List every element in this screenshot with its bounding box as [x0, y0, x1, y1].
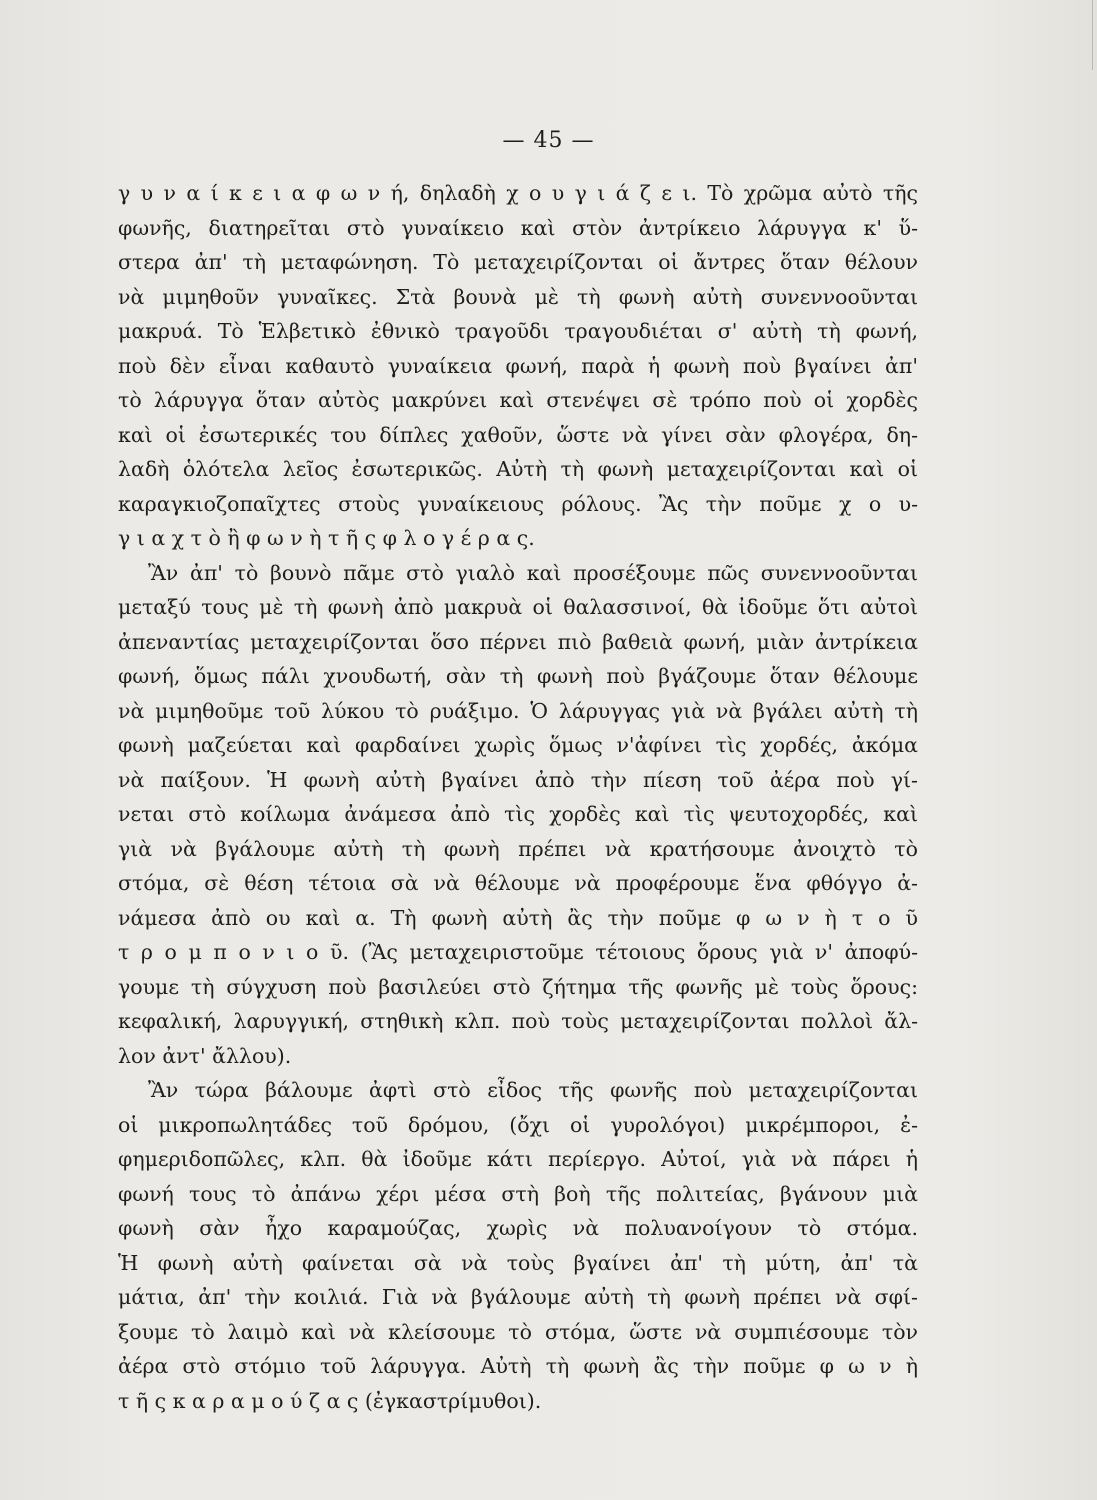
text-line: μακρυά. Τὸ Ἑλβετικὸ ἐθνικὸ τραγοῦδι τραγουδιέται σ' αὐτὴ τὴ φωνή,	[118, 319, 918, 343]
text-line: ποὺ δὲν εἶναι καθαυτὸ γυναίκεια φωνή, παρὰ ἡ φωνὴ ποὺ βγαίνει ἀπ'	[118, 353, 918, 378]
text-line: γ ι α χ τ ὸ ἢ φ ω ν ὴ τ ῆ ς φ λ ο γ έ ρ α ς.	[118, 526, 535, 550]
text-line: μεταξύ τους μὲ τὴ φωνὴ ἀπὸ μακρυὰ οἱ θαλασσινοί, θὰ ἰδοῦμε ὅτι αὐτοὶ	[118, 595, 918, 619]
text-line: κεφαλική, λαρυγγική, στηθικὴ κλπ. ποὺ τοὺς μεταχειρίζονται πολλοὶ ἄλ-	[118, 1009, 918, 1033]
text-line: φημεριδοπῶλες, κλπ. θὰ ἰδοῦμε κάτι περίεργο. Αὐτοί, γιὰ νὰ πάρει ἡ	[118, 1147, 918, 1171]
page-edge-mark	[1082, 0, 1093, 70]
text-line: Ἂν τώρα βάλουμε ἀφτὶ στὸ εἶδος τῆς φωνῆς ποὺ μεταχειρίζονται	[148, 1078, 918, 1102]
text-line: νεται στὸ κοίλωμα ἀνάμεσα ἀπὸ τὶς χορδὲς καὶ τὶς ψευτοχορδές, καὶ	[118, 802, 918, 826]
text-line: Ἡ φωνὴ αὐτὴ φαίνεται σὰ νὰ τοὺς βγαίνει ἀπ' τὴ μύτη, ἀπ' τὰ	[118, 1250, 918, 1275]
text-line: φωνὴ σὰν ἦχο καραμούζας, χωρὶς νὰ πολυανοίγουν τὸ στόμα.	[118, 1216, 918, 1240]
text-line: ἀπεναντίας μεταχειρίζονται ὅσο πέρνει πιὸ βαθειὰ φωνή, μιὰν ἀντρίκεια	[118, 629, 918, 654]
text-line: νὰ μιμηθοῦμε τοῦ λύκου τὸ ρυάξιμο. Ὁ λάρυγγας γιὰ νὰ βγάλει αὐτὴ τὴ	[118, 698, 918, 723]
text-line: τὸ λάρυγγα ὅταν αὐτὸς μακρύνει καὶ στενέψει σὲ τρόπο ποὺ οἱ χορδὲς	[118, 388, 918, 412]
text-line: λαδὴ ὁλότελα λεῖος ἐσωτερικῶς. Αὐτὴ τὴ φωνὴ μεταχειρίζονται καὶ οἱ	[118, 457, 918, 481]
text-line: καραγκιοζοπαῖχτες στοὺς γυναίκειους ρόλους. Ἂς τὴν ποῦμε χ ο υ-	[118, 491, 918, 516]
text-line: νὰ παίξουν. Ἡ φωνὴ αὐτὴ βγαίνει ἀπὸ τὴν πίεση τοῦ ἀέρα ποὺ γί-	[118, 767, 918, 792]
text-line: φωνῆς, διατηρεῖται στὸ γυναίκειο καὶ στὸν ἀντρίκειο λάρυγγα κ' ὕ-	[118, 215, 918, 240]
text-line: γουμε τὴ σύγχυση ποὺ βασιλεύει στὸ ζήτημα τῆς φωνῆς μὲ τοὺς ὅρους:	[118, 974, 918, 999]
text-line: στερα ἀπ' τὴ μεταφώνηση. Τὸ μεταχειρίζονται οἱ ἄντρες ὅταν θέλουν	[118, 250, 918, 274]
text-line: ξουμε τὸ λαιμὸ καὶ νὰ κλείσουμε τὸ στόμα, ὥστε νὰ συμπιέσουμε τὸν	[118, 1319, 918, 1344]
text-line: γιὰ νὰ βγάλουμε αὐτὴ τὴ φωνὴ πρέπει νὰ κρατήσουμε ἀνοιχτὸ τὸ	[118, 836, 918, 861]
text-line: τ ρ ο μ π ο ν ι ο ῦ. (Ἂς μεταχειριστοῦμε τέτοιους ὅρους γιὰ ν' ἀποφύ-	[118, 940, 918, 964]
text-line: φωνὴ μαζεύεται καὶ φαρδαίνει χωρὶς ὅμως ν'ἀφίνει τὶς χορδές, ἀκόμα	[118, 733, 918, 757]
text-line: καὶ οἱ ἐσωτερικές του δίπλες χαθοῦν, ὥστε νὰ γίνει σὰν φλογέρα, δη-	[118, 422, 918, 447]
text-line: Ἂν ἀπ' τὸ βουνὸ πᾶμε στὸ γιαλὸ καὶ προσέξουμε πῶς συνεννοοῦνται	[148, 560, 918, 585]
text-line: τ ῆ ς κ α ρ α μ ο ύ ζ α ς (ἐγκαστρίμυθοι).	[118, 1388, 542, 1413]
text-line: νάμεσα ἀπὸ ου καὶ α. Τὴ φωνὴ αὐτὴ ἂς τὴν ποῦμε φ ω ν ὴ τ ο ῦ	[118, 905, 918, 930]
text-line: γ υ ν α ί κ ε ι α φ ω ν ή, δηλαδὴ χ ο υ γ ι ά ζ ε ι. Τὸ χρῶμα αὐτὸ τῆς	[118, 181, 918, 205]
text-line: φωνή, ὅμως πάλι χνουδωτή, σὰν τὴ φωνὴ ποὺ βγάζουμε ὅταν θέλουμε	[118, 664, 918, 688]
page-number: — 45 —	[502, 128, 595, 153]
text-line: λον ἀντ' ἄλλου).	[118, 1043, 292, 1068]
text-line: φωνή τους τὸ ἀπάνω χέρι μέσα στὴ βοὴ τῆς πολιτείας, βγάνουν μιὰ	[118, 1181, 918, 1206]
text-line: οἱ μικροπωλητάδες τοῦ δρόμου, (ὄχι οἱ γυρολόγοι) μικρέμποροι, ἐ-	[118, 1112, 918, 1137]
body-text	[118, 176, 918, 1418]
text-line: στόμα, σὲ θέση τέτοια σὰ νὰ θέλουμε νὰ προφέρουμε ἕνα φθόγγο ἀ-	[118, 871, 918, 895]
text-line: μάτια, ἀπ' τὴν κοιλιά. Γιὰ νὰ βγάλουμε αὐτὴ τὴ φωνὴ πρέπει νὰ σφί-	[118, 1285, 918, 1309]
text-line: νὰ μιμηθοῦν γυναῖκες. Στὰ βουνὰ μὲ τὴ φωνὴ αὐτὴ συνεννοοῦνται	[118, 284, 918, 309]
text-line: ἀέρα στὸ στόμιο τοῦ λάρυγγα. Αὐτὴ τὴ φωνὴ ἂς τὴν ποῦμε φ ω ν ὴ	[118, 1354, 918, 1378]
